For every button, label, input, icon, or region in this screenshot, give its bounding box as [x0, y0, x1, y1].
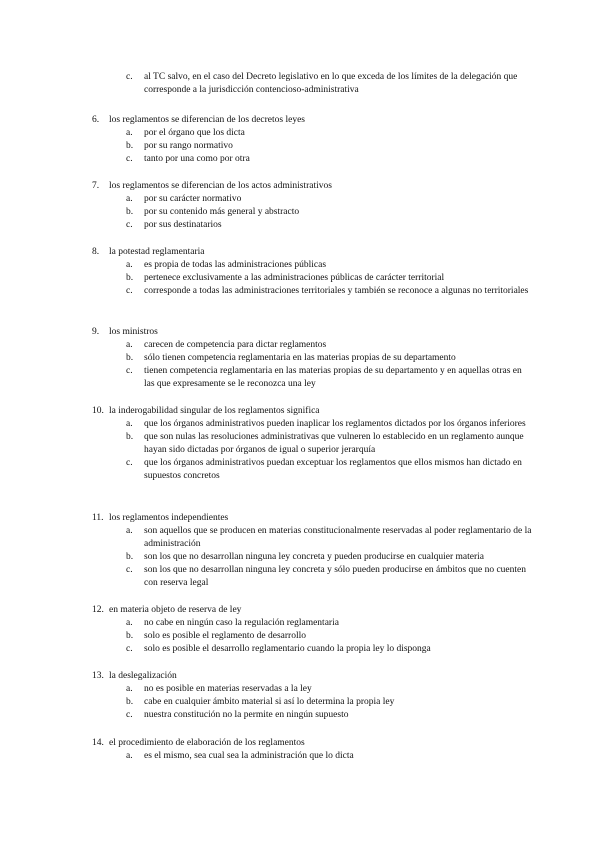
option-text: son los que no desarrollan ninguna ley concreta y sólo pueden producirse en ámbitos que no cuenten con reserva legal: [144, 565, 527, 588]
option-item: [126, 457, 532, 483]
question-text: los ministros: [109, 327, 158, 337]
option-text: cabe en cualquier ámbito material si así lo determina la propia ley: [144, 697, 395, 707]
question-text: los reglamentos se diferencian de los actos administrativos: [109, 181, 332, 191]
question-number: 8.: [92, 247, 100, 257]
option-item: [126, 709, 532, 722]
question-text: los reglamentos independientes: [109, 513, 229, 523]
question-number: 10.: [92, 406, 104, 416]
option-text: no cabe en ningún caso la regulación reglamentaria: [144, 618, 339, 628]
option-letter: c.: [126, 710, 133, 720]
option-letter: b.: [126, 552, 134, 562]
option-item: [126, 617, 532, 630]
option-text: tanto por una como por otra: [144, 154, 250, 164]
option-text: por sus destinatarios: [144, 220, 222, 230]
option-text: por su carácter normativo: [144, 194, 242, 204]
question-number: 14.: [92, 738, 104, 748]
option-letter: a.: [126, 340, 133, 350]
option-letter: a.: [126, 684, 133, 694]
option-letter: b.: [126, 697, 134, 707]
option-text: nuestra constitución no la permite en ningún supuesto: [144, 710, 349, 720]
option-item: [126, 643, 532, 656]
option-item: [126, 564, 532, 590]
option-text: tienen competencia reglamentaria en las materias propias de su departamento y en aquellas otras en las que expresamente se le reconozca una ley: [144, 366, 522, 389]
option-text: solo es posible el reglamento de desarrollo: [144, 631, 306, 641]
option-text: que los órganos administrativos puedan exceptuar los reglamentos que ellos mismos han dictado en supuestos concretos: [144, 458, 522, 481]
question-13: [92, 670, 532, 722]
option-text: al TC salvo, en el caso del Decreto legislativo en lo que exceda de los límites de la delegación que corresponde a la jurisdicción contencioso-administrativa: [144, 72, 518, 95]
question-number: 12.: [92, 605, 104, 615]
option-text: que son nulas las resoluciones administrativas que vulneren lo establecido en un reglamento aunque hayan sido dictadas por órganos de igual o superior jerarquía: [144, 432, 524, 455]
option-letter: c.: [126, 286, 133, 296]
question-6: [92, 114, 532, 166]
option-letter: c.: [126, 458, 133, 468]
option-item: [126, 525, 532, 551]
option-item: [126, 683, 532, 696]
option-text: pertenece exclusivamente a las administraciones públicas de carácter territorial: [144, 273, 445, 283]
option-text: es propia de todas las administraciones públicas: [144, 260, 327, 270]
option-letter: c.: [126, 154, 133, 164]
option-item: [126, 259, 532, 272]
option-letter: a.: [126, 128, 133, 138]
option-item: [126, 71, 532, 97]
option-letter: c.: [126, 565, 133, 575]
question-number: 7.: [92, 181, 100, 191]
question-text: la inderogabilidad singular de los reglamentos significa: [109, 406, 320, 416]
option-item: [126, 272, 532, 285]
option-item: [126, 206, 532, 219]
option-item: [126, 431, 532, 457]
option-letter: b.: [126, 432, 134, 442]
option-text: no es posible en materias reservadas a la ley: [144, 684, 312, 694]
question-10: [92, 405, 532, 483]
question-14: [92, 737, 532, 763]
question-9: [92, 326, 532, 391]
option-item: [126, 696, 532, 709]
option-item: [126, 339, 532, 352]
option-item: [126, 193, 532, 206]
question-11: [92, 512, 532, 590]
option-text: que los órganos administrativos pueden inaplicar los reglamentos dictados por los órganos inferiores: [144, 419, 526, 429]
question-7: [92, 180, 532, 232]
question-number: 9.: [92, 327, 100, 337]
option-letter: c.: [126, 220, 133, 230]
option-letter: c.: [126, 366, 133, 376]
question-text: el procedimiento de elaboración de los reglamentos: [109, 738, 305, 748]
option-text: por su contenido más general y abstracto: [144, 207, 300, 217]
option-text: por su rango normativo: [144, 141, 233, 151]
option-item: [126, 750, 532, 763]
option-letter: a.: [126, 751, 133, 761]
option-text: carecen de competencia para dictar reglamentos: [144, 340, 327, 350]
option-text: son los que no desarrollan ninguna ley concreta y pueden producirse en cualquier materia: [144, 552, 485, 562]
option-letter: b.: [126, 207, 134, 217]
option-letter: a.: [126, 526, 133, 536]
option-text: corresponde a todas las administraciones territoriales y también se reconoce a algunas no territoriales: [144, 286, 529, 296]
option-letter: b.: [126, 631, 134, 641]
option-letter: a.: [126, 419, 133, 429]
option-text: solo es posible el desarrollo reglamentario cuando la propia ley lo disponga: [144, 644, 431, 654]
option-text: por el órgano que los dicta: [144, 128, 245, 138]
option-item: [126, 551, 532, 564]
option-item: [126, 285, 532, 298]
question-number: 13.: [92, 671, 104, 681]
option-letter: b.: [126, 141, 134, 151]
option-letter: b.: [126, 273, 134, 283]
question-text: en materia objeto de reserva de ley: [109, 605, 242, 615]
question-12: [92, 604, 532, 656]
option-letter: b.: [126, 353, 134, 363]
option-item: [126, 153, 532, 166]
question-number: 6.: [92, 115, 100, 125]
continuation-option: [92, 71, 532, 97]
option-letter: c.: [126, 72, 133, 82]
question-text: la potestad reglamentaria: [109, 247, 205, 257]
option-letter: c.: [126, 644, 133, 654]
option-letter: a.: [126, 194, 133, 204]
option-text: son aquellos que se producen en materias constitucionalmente reservadas al poder reglamentario de la administración: [144, 526, 532, 549]
option-item: [126, 365, 532, 391]
option-letter: a.: [126, 260, 133, 270]
question-text: los reglamentos se diferencian de los decretos leyes: [109, 115, 305, 125]
option-item: [126, 140, 532, 153]
question-text: la deslegalización: [109, 671, 177, 681]
option-item: [126, 418, 532, 431]
option-item: [126, 127, 532, 140]
option-item: [126, 352, 532, 365]
question-number: 11.: [92, 513, 104, 523]
question-8: [92, 246, 532, 298]
option-item: [126, 630, 532, 643]
option-text: sólo tienen competencia reglamentaria en las materias propias de su departamento: [144, 353, 456, 363]
option-letter: a.: [126, 618, 133, 628]
option-text: es el mismo, sea cual sea la administración que lo dicta: [144, 751, 354, 761]
option-item: [126, 219, 532, 232]
